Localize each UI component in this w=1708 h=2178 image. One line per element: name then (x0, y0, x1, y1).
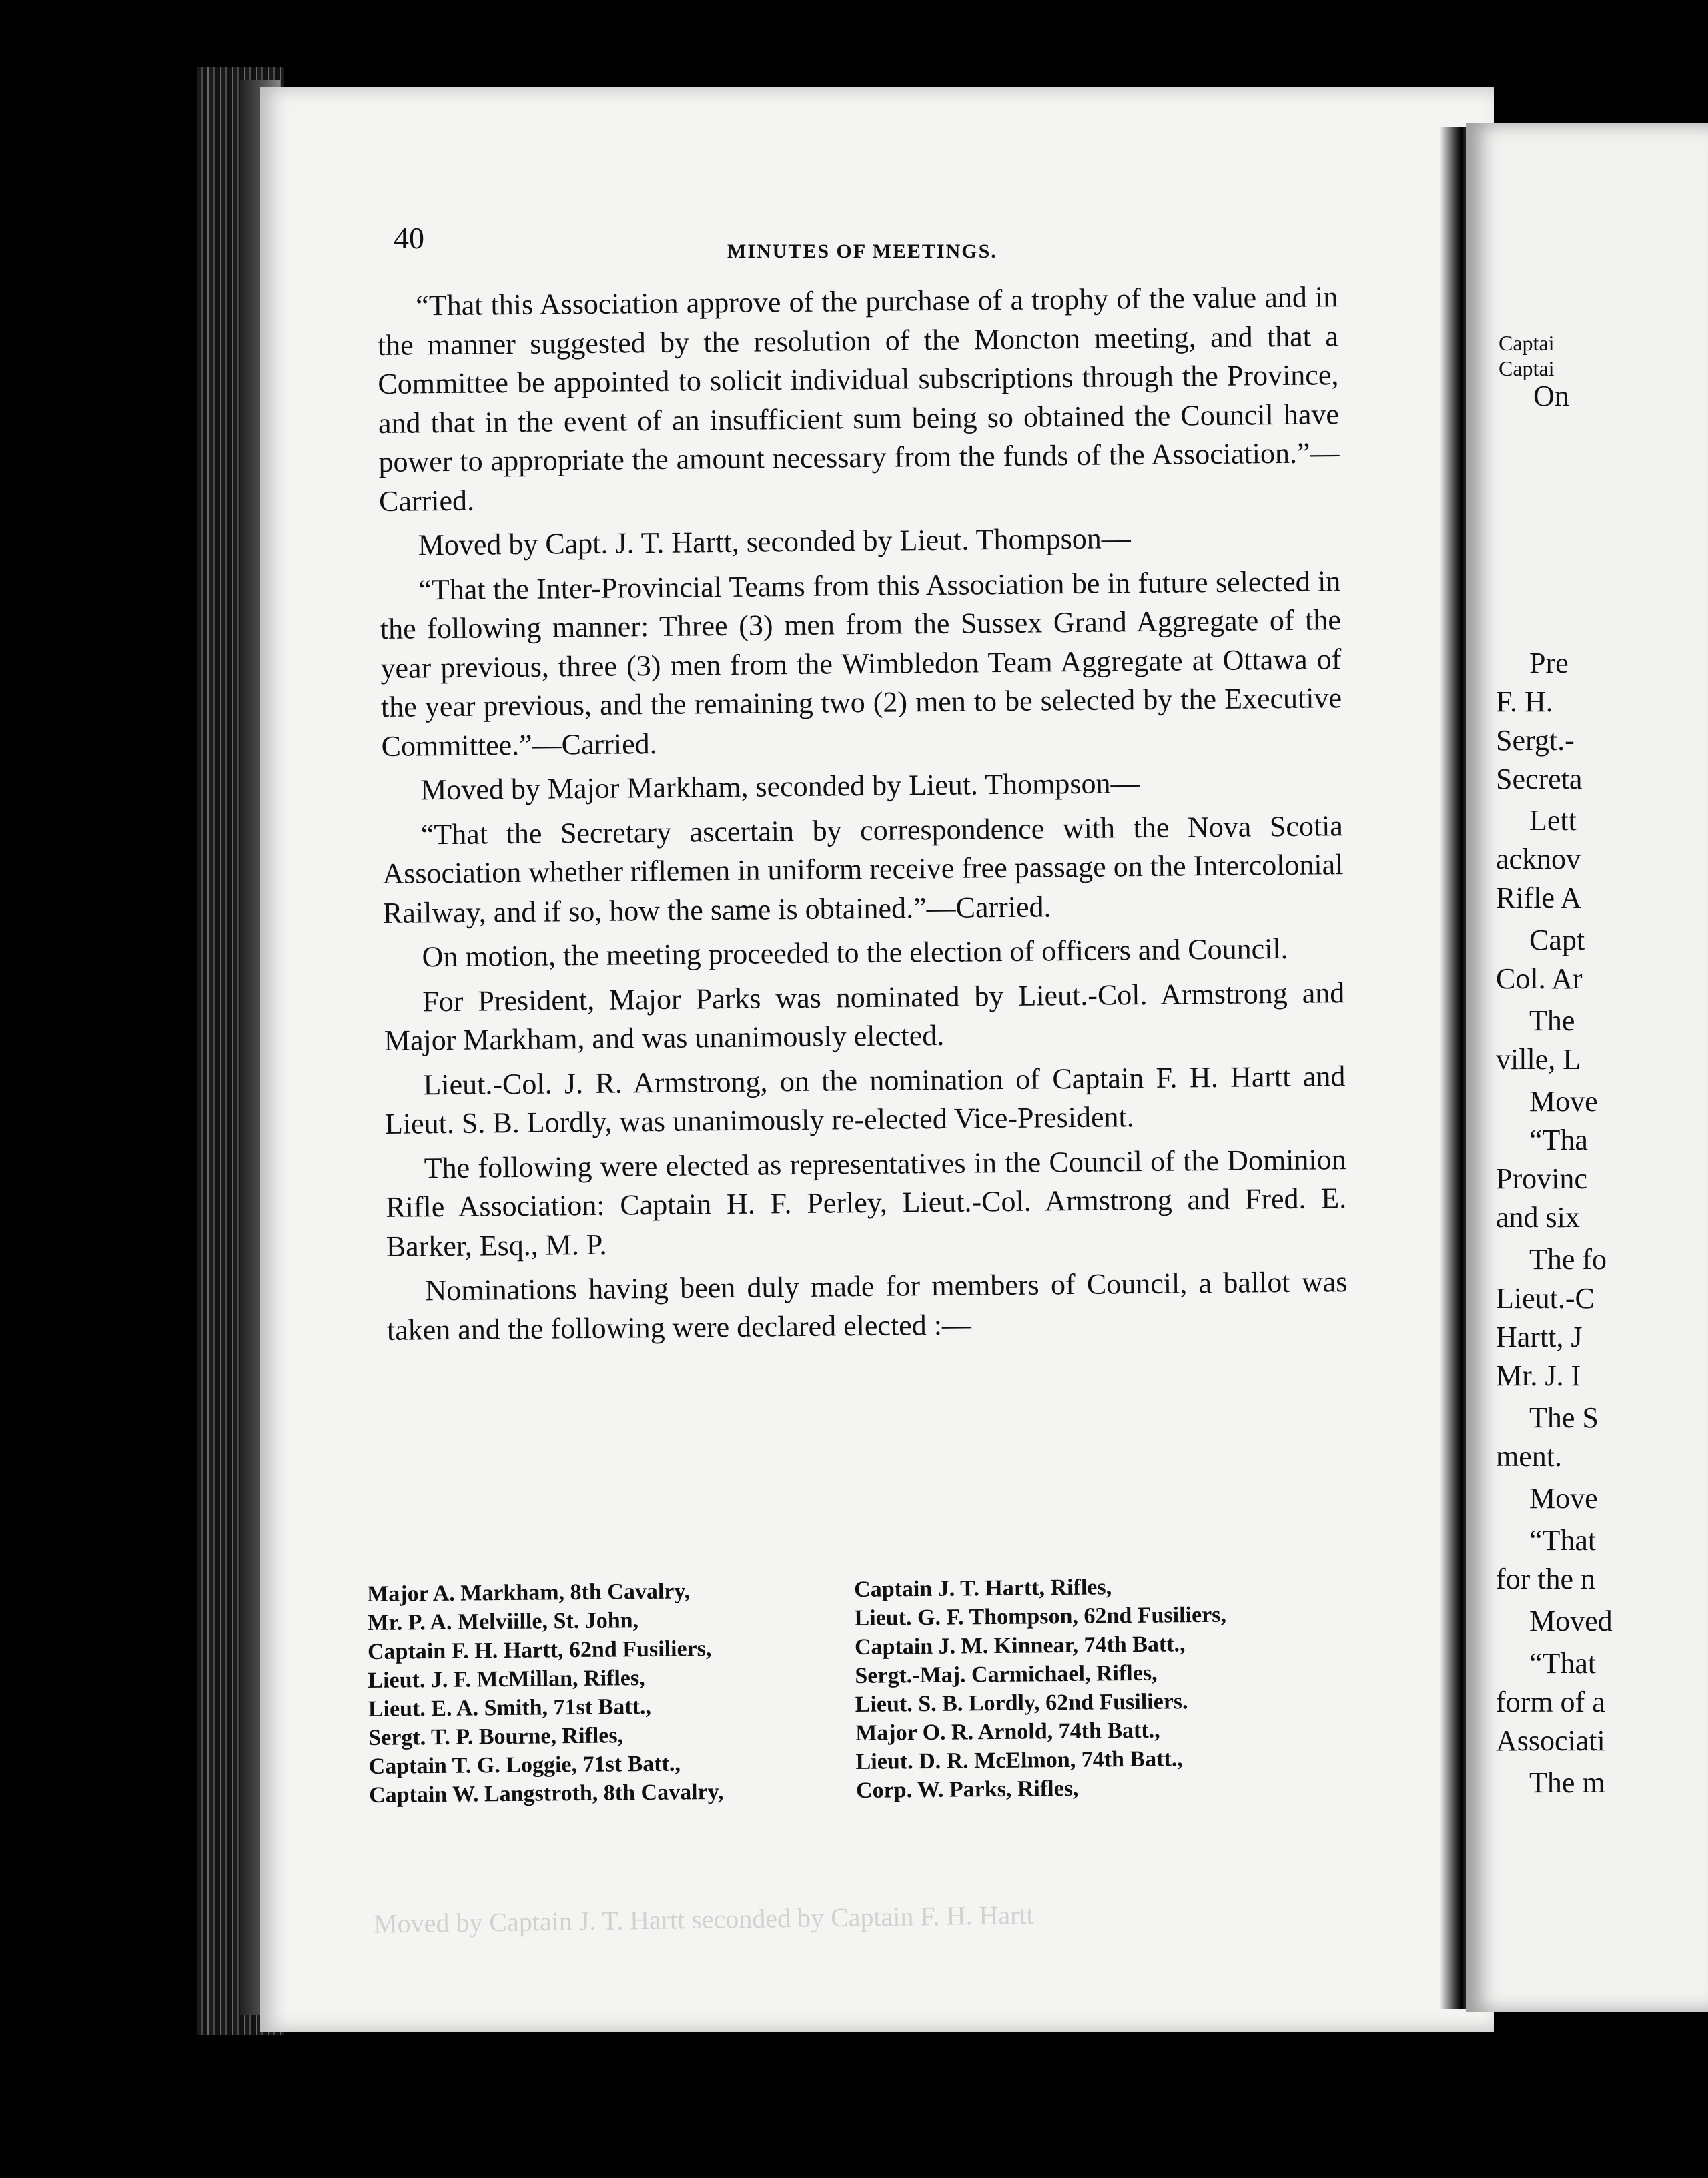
paragraph: Moved by Capt. J. T. Hartt, seconded by Lieut. Thompson— (418, 522, 1132, 562)
right-page (1466, 123, 1708, 2012)
council-member: Captain J. M. Kinnear, 74th Batt., (854, 1631, 1186, 1660)
paragraph: Moved by Major Markham, seconded by Lieut. Thompson— (420, 767, 1140, 807)
council-member: Lieut. E. A. Smith, 71st Batt., (368, 1694, 652, 1722)
right-fragment: Secreta (1496, 763, 1583, 795)
council-member: Corp. W. Parks, Rifles, (855, 1776, 1079, 1803)
council-members-list (367, 1571, 1336, 1810)
council-member: Captain T. G. Loggie, 71st Batt., (368, 1751, 681, 1779)
right-fragment: F. H. (1496, 685, 1553, 718)
council-member: Captain F. H. Hartt, 62nd Fusiliers, (367, 1636, 712, 1664)
bleed-through-text: Moved by Captain J. T. Hartt seconded by Captain F. H. Hartt (373, 1899, 1034, 1939)
right-fragment: Move (1529, 1482, 1598, 1515)
council-column-left (367, 1575, 829, 1810)
council-member: Captain J. T. Hartt, Rifles, (853, 1575, 1112, 1602)
right-fragment: Hartt, J (1496, 1321, 1583, 1353)
right-fragment: Captai (1499, 331, 1555, 355)
right-fragment: acknov (1496, 843, 1581, 875)
council-member: Major O. R. Arnold, 74th Batt., (855, 1718, 1160, 1746)
right-fragment: Lett (1529, 804, 1577, 837)
body-text (377, 278, 1348, 1355)
right-fragment: Col. Ar (1496, 962, 1583, 995)
right-fragment: Pre (1529, 647, 1569, 679)
right-fragment: The S (1529, 1401, 1599, 1434)
council-column-right (854, 1571, 1336, 1805)
right-fragment: and six (1496, 1201, 1580, 1234)
right-fragment: The fo (1529, 1243, 1607, 1276)
council-member: Sergt. T. P. Bourne, Rifles, (368, 1723, 624, 1750)
right-fragment: “That (1529, 1647, 1597, 1680)
right-fragment: The (1529, 1004, 1575, 1037)
right-fragment: On (1533, 380, 1569, 412)
council-member: Lieut. G. F. Thompson, 62nd Fusiliers, (854, 1602, 1227, 1631)
right-fragment: Associati (1496, 1724, 1605, 1757)
right-fragment: Capt (1529, 924, 1585, 956)
council-member: Lieut. D. R. McElmon, 74th Batt., (855, 1746, 1183, 1774)
right-fragment: form of a (1496, 1686, 1605, 1718)
right-fragment: Lieut.-C (1496, 1282, 1595, 1315)
right-fragment: Captai (1499, 356, 1555, 380)
council-member: Lieut. J. F. McMillan, Rifles, (368, 1666, 645, 1693)
paragraph: “That the Inter-Provincial Teams from this Association be in future selected in the following manner: Three (3) men from the Sussex Grand Aggregate of the year previous, three (3) men from the Wimbledon Team Aggregate at Ottawa of the year previous, and the remaining two (2) men to be selected by the Executive Committee.”—Carried. (380, 564, 1342, 763)
council-member: Lieut. S. B. Lordly, 62nd Fusiliers. (855, 1689, 1188, 1717)
right-fragment: “Tha (1529, 1124, 1588, 1156)
paragraph: On motion, the meeting proceeded to the election of officers and Council. (422, 932, 1288, 974)
council-member: Sergt.-Maj. Carmichael, Rifles, (855, 1660, 1158, 1688)
paragraph: The following were elected as representatives in the Council of the Dominion Rifle Association: Captain H. F. Perley, Lieut.-Col. Armstrong and Fred. E. Barker, Esq., M. P. (386, 1142, 1347, 1263)
council-member: Mr. P. A. Melviille, St. John, (367, 1608, 639, 1636)
right-fragment: Sergt.- (1496, 724, 1575, 757)
right-fragment: ville, L (1496, 1043, 1581, 1076)
paragraph: Lieut.-Col. J. R. Armstrong, on the nomination of Captain F. H. Hartt and Lieut. S. B. Lordly, was unanimously re-elected Vice-President. (384, 1059, 1346, 1140)
paragraph: Nominations having been duly made for members of Council, a ballot was taken and the following were declared elected :— (386, 1265, 1348, 1347)
right-fragment: “That (1529, 1524, 1597, 1557)
right-fragment: for the n (1496, 1563, 1596, 1595)
right-fragment: Moved (1529, 1605, 1613, 1638)
right-fragment: Move (1529, 1085, 1598, 1118)
council-member: Captain W. Langstroth, 8th Cavalry, (368, 1779, 724, 1808)
council-member: Major A. Markham, 8th Cavalry, (367, 1579, 691, 1607)
right-fragment: Provinc (1496, 1162, 1587, 1195)
right-fragment: The m (1529, 1766, 1605, 1799)
paragraph: For President, Major Parks was nominated by Lieut.-Col. Armstrong and Major Markham, and was unanimously elected. (384, 976, 1345, 1057)
left-page (260, 87, 1494, 2032)
running-head: MINUTES OF MEETINGS. (727, 240, 997, 262)
right-fragment: Mr. J. I (1496, 1359, 1581, 1392)
page-number: 40 (394, 221, 424, 255)
right-fragment: ment. (1496, 1440, 1562, 1473)
paragraph: “That this Association approve of the purchase of a trophy of the value and in the manner suggested by the resolution of the Moncton meeting, and that a Committee be appointed to solicit individual subscriptions through the Province, and that in the event of an insufficient sum being so obtained the Council have power to appropriate the amount necessary from the funds of the Association.”—Carried. (377, 280, 1340, 518)
paragraph: “That the Secretary ascertain by correspondence with the Nova Scotia Association whether riflemen in uniform receive free passage on the Intercolonial Railway, and if so, how the same is obtained.”—Carried. (382, 809, 1344, 930)
right-fragment: Rifle A (1496, 881, 1582, 914)
